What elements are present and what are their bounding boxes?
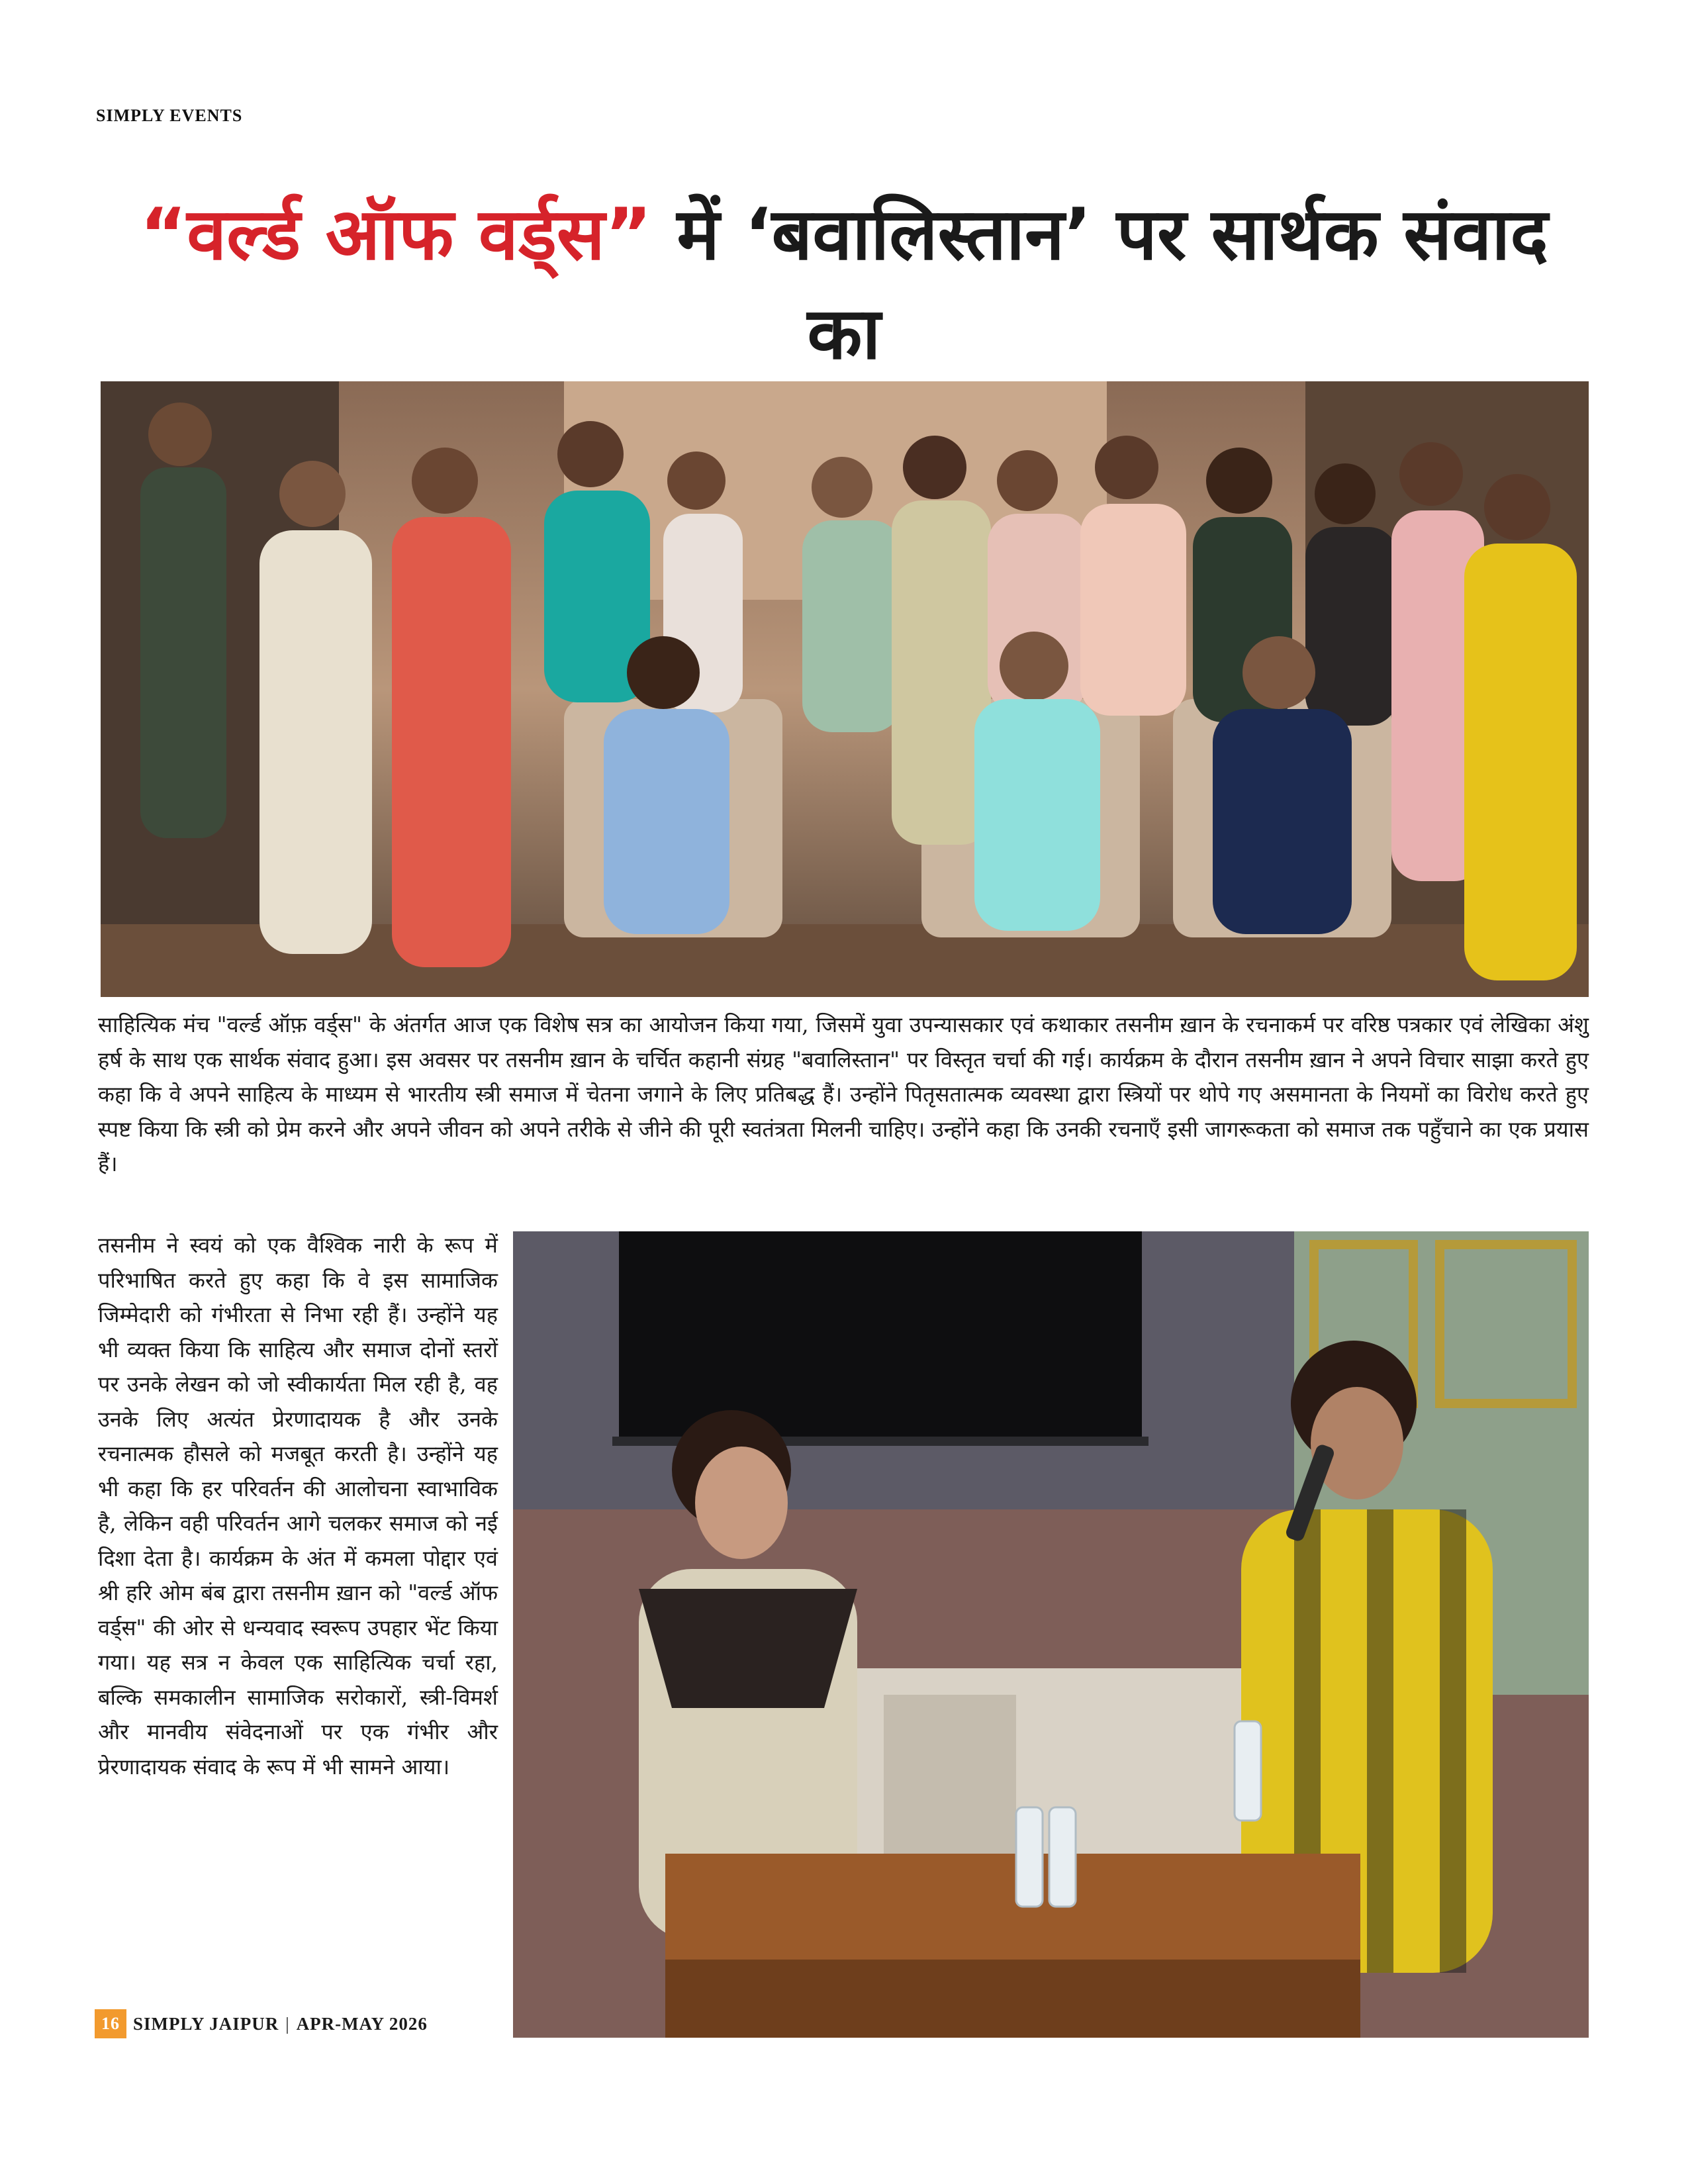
intro-paragraph: साहित्यिक मंच "वर्ल्ड ऑफ़ वर्ड्स" के अंतर्गत आज एक विशेष सत्र का आयोजन किया गया, जिसमें युवा उपन्यासकार एवं कथाकार तसनीम ख़ान के रचनाकर्म पर वरिष्ठ पत्रकार एवं लेखिका अंशु हर्ष के साथ एक सार्थक संवाद हुआ। इस अवसर पर तसनीम ख़ान के चर्चित कहानी संग्रह "बवालिस्तान" पर विस्तृत चर्चा की गई। कार्यक्रम के दौरान तसनीम ख़ान ने अपने विचार साझा करते हुए कहा कि वे अपने साहित्य के माध्यम से भारतीय स्त्री समाज में चेतना जगाने के लिए प्रतिबद्ध हैं। उन्होंने पितृसतात्मक व्यवस्था द्वारा स्त्रियों पर थोपे गए असमानता के नियमों का विरोध करते हुए स्पष्ट किया कि स्त्री को प्रेम करने और अपने जीवन को अपने तरीके से जीने की पूरी स्वतंत्रता मिलनी चाहिए। उन्होंने कहा कि उनकी रचनाएँ इसी जागरूकता को समाज तक पहुँचाने का एक प्रयास हैं। <box>98 1012 1589 1176</box>
issue-date: APR-MAY 2026 <box>296 2013 428 2034</box>
page-footer <box>95 2009 428 2038</box>
discussion-photo-graphic <box>513 1231 1589 2038</box>
group-photo <box>101 381 1589 997</box>
page-number: 16 <box>95 2009 126 2038</box>
footer-divider: | <box>285 2013 290 2034</box>
group-photo-graphic <box>101 381 1589 997</box>
magazine-name: SIMPLY JAIPUR <box>133 2013 279 2034</box>
headline-line1: में ‘बवालिस्तान’ पर सार्थक संवाद का <box>651 193 1548 375</box>
section-label: SIMPLY EVENTS <box>96 106 243 125</box>
side-column-paragraph: तसनीम ने स्वयं को एक वैश्विक नारी के रूप में परिभाषित करते हुए कहा कि वे इस सामाजिक जिम्मेदारी को गंभीरता से निभा रही हैं। उन्होंने यह भी व्यक्त किया कि साहित्य और समाज दोनों स्तरों पर उनके लेखन को जो स्वीकार्यता मिल रही है, वह उनके लिए अत्यंत प्रेरणादायक है और उनके रचनात्मक हौसले को मजबूत करती है। उन्होंने यह भी कहा कि हर परिवर्तन की आलोचना स्वाभाविक है, लेकिन वही परिवर्तन आगे चलकर समाज को नई दिशा देता है। कार्यक्रम के अंत में कमला पोद्दार एवं श्री हरि ओम बंब द्वारा तसनीम ख़ान को "वर्ल्ड ऑफ वर्ड्स" की ओर से धन्यवाद स्वरूप उपहार भेंट किया गया। यह सत्र न केवल एक साहित्यिक चर्चा रहा, बल्कि समकालीन सामाजिक सरोकारों, स्त्री-विमर्श और मानवीय संवेदनाओं पर एक गंभीर और प्रेरणादायक संवाद के रूप में भी सामने आया। <box>98 1233 498 1780</box>
discussion-photo <box>513 1231 1589 2038</box>
headline-quoted-title: “वर्ल्ड ऑफ वर्ड्स” <box>140 193 652 276</box>
